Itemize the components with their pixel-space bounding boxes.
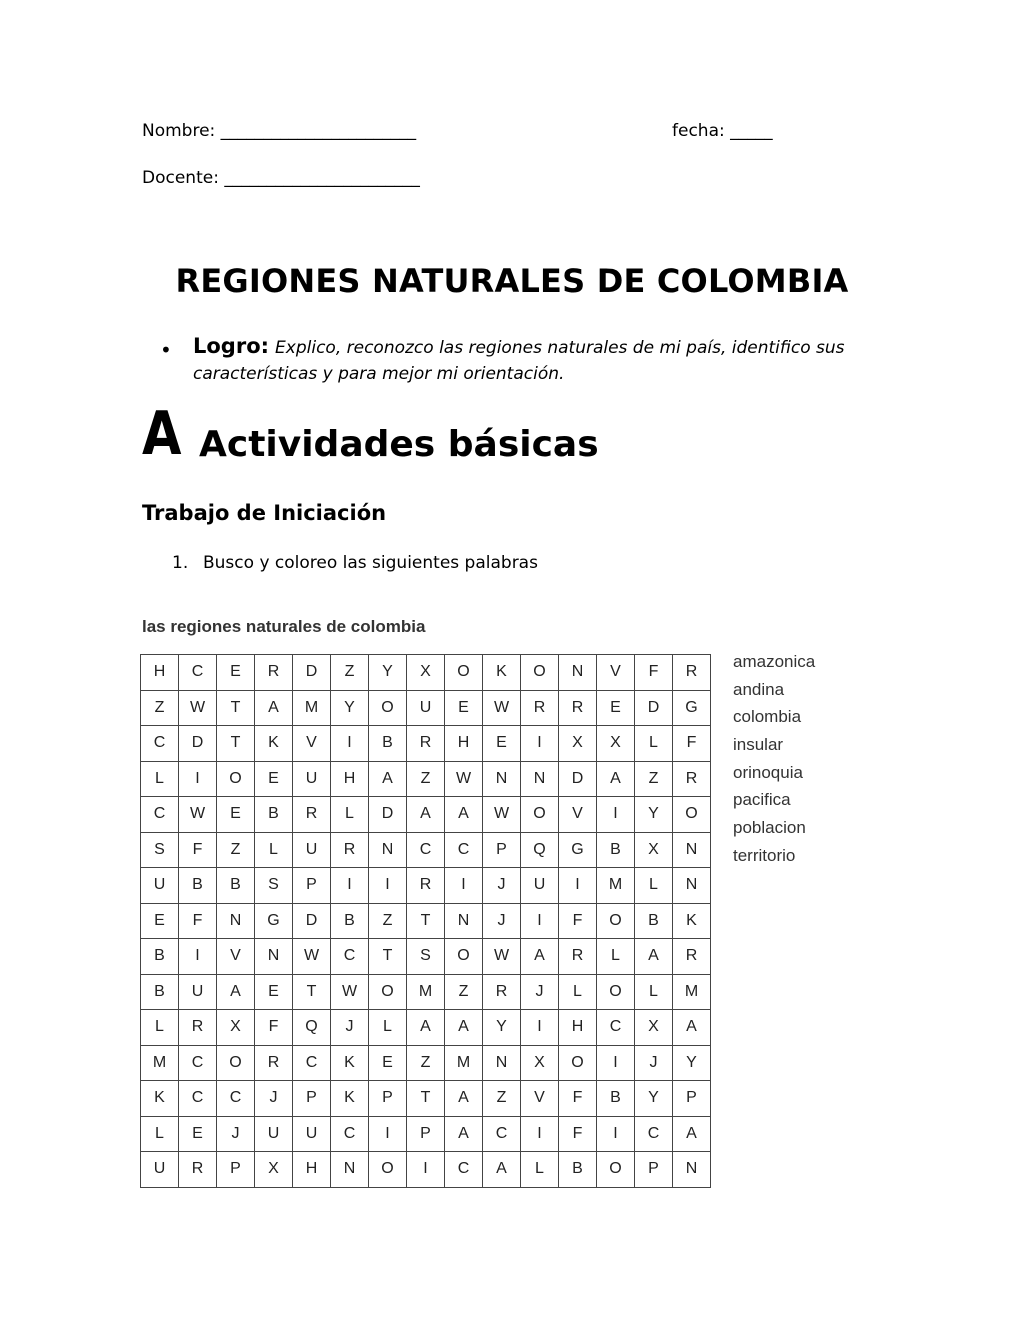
section-title: Actividades básicas: [199, 424, 599, 465]
grid-cell[interactable]: R: [483, 974, 521, 1010]
word-list-item: orinoquia: [733, 762, 803, 782]
grid-cell[interactable]: Z: [445, 974, 483, 1010]
grid-cell[interactable]: K: [141, 1081, 179, 1117]
grid-cell[interactable]: F: [635, 655, 673, 691]
grid-cell[interactable]: V: [293, 726, 331, 762]
grid-cell[interactable]: Z: [483, 1081, 521, 1117]
grid-cell[interactable]: Z: [369, 903, 407, 939]
grid-cell[interactable]: Y: [483, 1010, 521, 1046]
grid-cell[interactable]: I: [179, 939, 217, 975]
grid-cell[interactable]: E: [141, 903, 179, 939]
grid-cell[interactable]: N: [255, 939, 293, 975]
grid-cell[interactable]: M: [445, 1045, 483, 1081]
grid-cell[interactable]: B: [559, 1152, 597, 1188]
grid-cell[interactable]: A: [635, 939, 673, 975]
grid-row: [141, 690, 711, 726]
grid-cell[interactable]: O: [673, 797, 711, 833]
instruction-number: 1.: [172, 553, 189, 573]
grid-cell[interactable]: A: [407, 1010, 445, 1046]
grid-cell[interactable]: D: [559, 761, 597, 797]
grid-cell[interactable]: F: [559, 903, 597, 939]
grid-cell[interactable]: N: [369, 832, 407, 868]
logro-line-1: [193, 334, 845, 358]
grid-cell[interactable]: P: [635, 1152, 673, 1188]
grid-cell[interactable]: C: [179, 655, 217, 691]
grid-cell[interactable]: O: [521, 797, 559, 833]
grid-cell[interactable]: E: [255, 974, 293, 1010]
grid-cell[interactable]: B: [255, 797, 293, 833]
grid-cell[interactable]: N: [673, 868, 711, 904]
grid-cell[interactable]: A: [445, 1081, 483, 1117]
fecha-field: fecha: _____: [672, 121, 773, 141]
grid-cell[interactable]: A: [483, 1152, 521, 1188]
grid-row: [141, 1116, 711, 1152]
grid-cell[interactable]: U: [141, 868, 179, 904]
logro-text-line-2: características y para mejor mi orientación.: [193, 364, 565, 384]
grid-row: [141, 797, 711, 833]
grid-cell[interactable]: C: [483, 1116, 521, 1152]
grid-cell[interactable]: O: [217, 1045, 255, 1081]
grid-cell[interactable]: C: [407, 832, 445, 868]
grid-cell[interactable]: E: [597, 690, 635, 726]
nombre-field: Nombre: _______________________: [142, 121, 417, 141]
grid-cell[interactable]: W: [483, 939, 521, 975]
grid-cell[interactable]: J: [635, 1045, 673, 1081]
grid-cell[interactable]: T: [369, 939, 407, 975]
word-list-item: amazonica: [733, 652, 816, 671]
grid-cell[interactable]: G: [559, 832, 597, 868]
grid-cell[interactable]: A: [445, 797, 483, 833]
grid-cell[interactable]: G: [673, 690, 711, 726]
grid-cell[interactable]: I: [521, 903, 559, 939]
grid-cell[interactable]: O: [369, 1152, 407, 1188]
grid-cell[interactable]: K: [483, 655, 521, 691]
grid-row: [141, 1152, 711, 1188]
grid-cell[interactable]: X: [635, 832, 673, 868]
grid-row: [141, 903, 711, 939]
grid-row: [141, 655, 711, 691]
grid-cell[interactable]: U: [179, 974, 217, 1010]
grid-cell[interactable]: W: [179, 690, 217, 726]
grid-cell[interactable]: O: [597, 1152, 635, 1188]
grid-cell[interactable]: S: [407, 939, 445, 975]
grid-cell[interactable]: A: [369, 761, 407, 797]
grid-cell[interactable]: K: [331, 1045, 369, 1081]
grid-cell[interactable]: F: [255, 1010, 293, 1046]
grid-cell[interactable]: Z: [635, 761, 673, 797]
grid-cell[interactable]: R: [179, 1010, 217, 1046]
logro-text-line-1: Explico, reconozco las regiones naturales de mi país, identifico sus: [275, 338, 845, 358]
grid-cell[interactable]: A: [407, 797, 445, 833]
grid-cell[interactable]: L: [255, 832, 293, 868]
grid-cell[interactable]: W: [331, 974, 369, 1010]
grid-cell[interactable]: S: [141, 832, 179, 868]
grid-cell[interactable]: D: [635, 690, 673, 726]
grid-cell[interactable]: R: [559, 690, 597, 726]
grid-cell[interactable]: R: [255, 1045, 293, 1081]
grid-cell[interactable]: I: [521, 1010, 559, 1046]
grid-cell[interactable]: X: [255, 1152, 293, 1188]
grid-cell[interactable]: U: [293, 761, 331, 797]
grid-cell[interactable]: B: [141, 939, 179, 975]
grid-cell[interactable]: C: [141, 726, 179, 762]
grid-cell[interactable]: I: [597, 797, 635, 833]
grid-cell[interactable]: O: [369, 974, 407, 1010]
grid-cell[interactable]: I: [597, 1045, 635, 1081]
grid-cell[interactable]: E: [179, 1116, 217, 1152]
grid-cell[interactable]: R: [407, 868, 445, 904]
grid-cell[interactable]: A: [217, 974, 255, 1010]
grid-cell[interactable]: M: [293, 690, 331, 726]
grid-cell[interactable]: L: [141, 1010, 179, 1046]
grid-cell[interactable]: C: [597, 1010, 635, 1046]
grid-row: [141, 974, 711, 1010]
grid-cell[interactable]: B: [635, 903, 673, 939]
grid-cell[interactable]: N: [673, 1152, 711, 1188]
grid-cell[interactable]: A: [445, 1010, 483, 1046]
grid-cell[interactable]: E: [255, 761, 293, 797]
subsection-title: Trabajo de Iniciación: [142, 501, 387, 525]
grid-cell[interactable]: M: [673, 974, 711, 1010]
grid-cell[interactable]: T: [407, 1081, 445, 1117]
grid-cell[interactable]: I: [331, 726, 369, 762]
grid-cell[interactable]: F: [179, 832, 217, 868]
grid-cell[interactable]: A: [597, 761, 635, 797]
grid-cell[interactable]: P: [407, 1116, 445, 1152]
grid-cell[interactable]: I: [369, 868, 407, 904]
grid-cell[interactable]: C: [635, 1116, 673, 1152]
word-list-item: territorio: [733, 845, 796, 865]
grid-cell[interactable]: I: [331, 868, 369, 904]
grid-cell[interactable]: Q: [521, 832, 559, 868]
word-list-item: andina: [733, 679, 785, 699]
grid-cell[interactable]: L: [331, 797, 369, 833]
grid-cell[interactable]: Z: [217, 832, 255, 868]
grid-cell[interactable]: J: [483, 868, 521, 904]
grid-cell[interactable]: P: [293, 868, 331, 904]
grid-cell[interactable]: B: [369, 726, 407, 762]
grid-cell[interactable]: H: [445, 726, 483, 762]
grid-cell[interactable]: C: [179, 1045, 217, 1081]
grid-cell[interactable]: P: [369, 1081, 407, 1117]
word-list-item: colombia: [733, 707, 802, 727]
grid-cell[interactable]: E: [369, 1045, 407, 1081]
grid-cell[interactable]: O: [521, 655, 559, 691]
grid-cell[interactable]: B: [597, 1081, 635, 1117]
docente-field: Docente: _______________________: [142, 168, 420, 188]
grid-row: [141, 1045, 711, 1081]
grid-cell[interactable]: C: [445, 1152, 483, 1188]
grid-row: [141, 761, 711, 797]
grid-cell[interactable]: Z: [141, 690, 179, 726]
grid-cell[interactable]: Y: [673, 1045, 711, 1081]
grid-row: [141, 868, 711, 904]
grid-cell[interactable]: E: [217, 797, 255, 833]
grid-cell[interactable]: P: [673, 1081, 711, 1117]
grid-cell[interactable]: L: [521, 1152, 559, 1188]
grid-cell[interactable]: I: [521, 726, 559, 762]
grid-cell[interactable]: L: [559, 974, 597, 1010]
grid-cell[interactable]: I: [559, 868, 597, 904]
grid-row: [141, 832, 711, 868]
grid-cell[interactable]: N: [483, 1045, 521, 1081]
grid-cell[interactable]: I: [179, 761, 217, 797]
grid-cell[interactable]: R: [673, 939, 711, 975]
grid-cell[interactable]: D: [369, 797, 407, 833]
grid-cell[interactable]: Z: [407, 1045, 445, 1081]
grid-cell[interactable]: I: [521, 1116, 559, 1152]
puzzle-title: las regiones naturales de colombia: [142, 617, 426, 636]
grid-cell[interactable]: C: [293, 1045, 331, 1081]
grid-cell[interactable]: J: [521, 974, 559, 1010]
grid-cell[interactable]: R: [407, 726, 445, 762]
grid-cell[interactable]: X: [217, 1010, 255, 1046]
grid-cell[interactable]: H: [331, 761, 369, 797]
grid-cell[interactable]: S: [255, 868, 293, 904]
grid-cell[interactable]: Q: [293, 1010, 331, 1046]
grid-cell[interactable]: Z: [331, 655, 369, 691]
grid-cell[interactable]: B: [179, 868, 217, 904]
grid-cell[interactable]: L: [141, 1116, 179, 1152]
grid-cell[interactable]: J: [217, 1116, 255, 1152]
word-list-item: poblacion: [733, 818, 806, 838]
grid-cell[interactable]: I: [597, 1116, 635, 1152]
grid-cell[interactable]: N: [445, 903, 483, 939]
page-title: REGIONES NATURALES DE COLOMBIA: [175, 262, 849, 300]
instruction-text: Busco y coloreo las siguientes palabras: [203, 553, 538, 573]
grid-cell[interactable]: V: [559, 797, 597, 833]
grid-cell[interactable]: R: [255, 655, 293, 691]
grid-cell[interactable]: O: [559, 1045, 597, 1081]
grid-cell[interactable]: D: [293, 655, 331, 691]
grid-cell[interactable]: K: [255, 726, 293, 762]
grid-cell[interactable]: C: [141, 797, 179, 833]
grid-cell[interactable]: T: [217, 726, 255, 762]
grid-cell[interactable]: H: [293, 1152, 331, 1188]
grid-cell[interactable]: N: [673, 832, 711, 868]
grid-cell[interactable]: K: [331, 1081, 369, 1117]
grid-cell[interactable]: F: [559, 1116, 597, 1152]
word-list-item: insular: [733, 735, 784, 755]
grid-cell[interactable]: X: [559, 726, 597, 762]
grid-cell[interactable]: R: [673, 655, 711, 691]
grid-cell[interactable]: U: [521, 868, 559, 904]
grid-cell[interactable]: U: [293, 1116, 331, 1152]
grid-cell[interactable]: N: [217, 903, 255, 939]
grid-cell[interactable]: J: [255, 1081, 293, 1117]
grid-cell[interactable]: F: [673, 726, 711, 762]
grid-cell[interactable]: G: [255, 903, 293, 939]
grid-cell[interactable]: R: [331, 832, 369, 868]
grid-cell[interactable]: C: [179, 1081, 217, 1117]
bullet-icon: •: [160, 338, 172, 362]
grid-cell[interactable]: A: [673, 1010, 711, 1046]
grid-cell[interactable]: N: [331, 1152, 369, 1188]
grid-cell[interactable]: T: [217, 690, 255, 726]
grid-cell[interactable]: H: [141, 655, 179, 691]
grid-cell[interactable]: B: [217, 868, 255, 904]
grid-cell[interactable]: R: [673, 761, 711, 797]
grid-row: [141, 1010, 711, 1046]
grid-cell[interactable]: D: [293, 903, 331, 939]
grid-cell[interactable]: W: [483, 797, 521, 833]
grid-cell[interactable]: A: [255, 690, 293, 726]
grid-cell[interactable]: F: [559, 1081, 597, 1117]
grid-cell[interactable]: W: [293, 939, 331, 975]
grid-cell[interactable]: J: [483, 903, 521, 939]
grid-cell[interactable]: B: [597, 832, 635, 868]
grid-cell[interactable]: M: [407, 974, 445, 1010]
grid-cell[interactable]: B: [141, 974, 179, 1010]
grid-cell[interactable]: V: [521, 1081, 559, 1117]
grid-cell[interactable]: L: [635, 974, 673, 1010]
grid-cell[interactable]: Y: [369, 655, 407, 691]
grid-cell[interactable]: A: [521, 939, 559, 975]
grid-cell[interactable]: U: [255, 1116, 293, 1152]
grid-cell[interactable]: L: [369, 1010, 407, 1046]
grid-cell[interactable]: R: [521, 690, 559, 726]
grid-cell[interactable]: U: [141, 1152, 179, 1188]
grid-cell[interactable]: W: [445, 761, 483, 797]
grid-cell[interactable]: A: [445, 1116, 483, 1152]
grid-cell[interactable]: B: [331, 903, 369, 939]
grid-cell[interactable]: E: [217, 655, 255, 691]
grid-cell[interactable]: T: [407, 903, 445, 939]
word-list: [733, 651, 815, 873]
grid-cell[interactable]: I: [369, 1116, 407, 1152]
grid-cell[interactable]: M: [597, 868, 635, 904]
grid-cell[interactable]: U: [407, 690, 445, 726]
grid-cell[interactable]: I: [445, 868, 483, 904]
grid-cell[interactable]: L: [635, 726, 673, 762]
grid-cell[interactable]: N: [521, 761, 559, 797]
grid-cell[interactable]: O: [445, 939, 483, 975]
grid-cell[interactable]: W: [483, 690, 521, 726]
grid-cell[interactable]: Y: [635, 797, 673, 833]
grid-row: [141, 726, 711, 762]
grid-cell[interactable]: E: [483, 726, 521, 762]
grid-cell[interactable]: O: [597, 903, 635, 939]
grid-cell[interactable]: Y: [635, 1081, 673, 1117]
grid-cell[interactable]: N: [483, 761, 521, 797]
grid-cell[interactable]: V: [597, 655, 635, 691]
word-search-grid: [140, 654, 711, 1188]
grid-cell[interactable]: J: [331, 1010, 369, 1046]
grid-cell[interactable]: C: [331, 939, 369, 975]
logro-label: Logro:: [193, 334, 270, 358]
grid-cell[interactable]: P: [217, 1152, 255, 1188]
grid-cell[interactable]: L: [597, 939, 635, 975]
grid-cell[interactable]: X: [521, 1045, 559, 1081]
grid-cell[interactable]: R: [293, 797, 331, 833]
grid-cell[interactable]: E: [445, 690, 483, 726]
grid-cell[interactable]: W: [179, 797, 217, 833]
grid-cell[interactable]: O: [369, 690, 407, 726]
grid-cell[interactable]: A: [673, 1116, 711, 1152]
grid-row: [141, 1081, 711, 1117]
grid-cell[interactable]: Y: [331, 690, 369, 726]
grid-cell[interactable]: L: [141, 761, 179, 797]
grid-cell[interactable]: F: [179, 903, 217, 939]
grid-cell[interactable]: U: [293, 832, 331, 868]
grid-cell[interactable]: R: [559, 939, 597, 975]
grid-cell[interactable]: L: [635, 868, 673, 904]
grid-cell[interactable]: M: [141, 1045, 179, 1081]
grid-row: [141, 939, 711, 975]
grid-cell[interactable]: H: [559, 1010, 597, 1046]
grid-cell[interactable]: O: [597, 974, 635, 1010]
grid-cell[interactable]: N: [559, 655, 597, 691]
grid-cell[interactable]: C: [217, 1081, 255, 1117]
grid-cell[interactable]: P: [293, 1081, 331, 1117]
grid-cell[interactable]: I: [407, 1152, 445, 1188]
section-letter: A: [142, 399, 182, 469]
grid-cell[interactable]: X: [407, 655, 445, 691]
grid-cell[interactable]: C: [445, 832, 483, 868]
grid-cell[interactable]: T: [293, 974, 331, 1010]
grid-cell[interactable]: C: [331, 1116, 369, 1152]
word-list-item: pacifica: [733, 790, 791, 810]
grid-cell[interactable]: K: [673, 903, 711, 939]
grid-cell[interactable]: X: [635, 1010, 673, 1046]
grid-cell[interactable]: D: [179, 726, 217, 762]
grid-cell[interactable]: O: [217, 761, 255, 797]
grid-cell[interactable]: Z: [407, 761, 445, 797]
grid-cell[interactable]: X: [597, 726, 635, 762]
grid-cell[interactable]: O: [445, 655, 483, 691]
grid-cell[interactable]: V: [217, 939, 255, 975]
grid-cell[interactable]: P: [483, 832, 521, 868]
grid-cell[interactable]: R: [179, 1152, 217, 1188]
